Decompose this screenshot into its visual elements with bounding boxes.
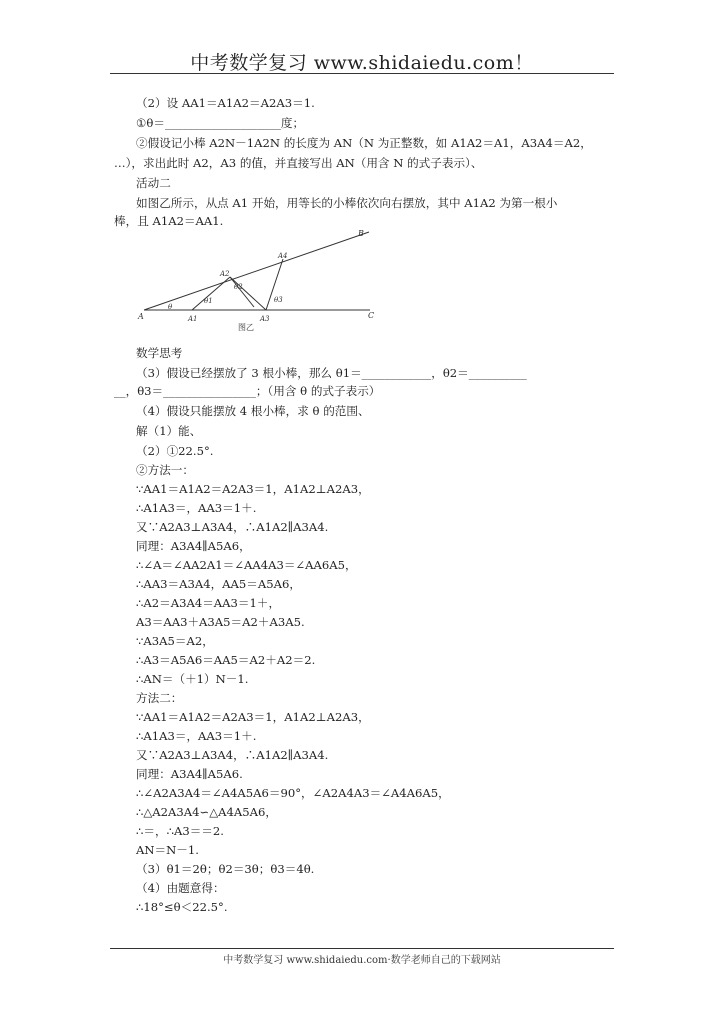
text-line: 棒，且 A1A2＝AA1.	[114, 214, 224, 228]
text-line: 又∵A2A3⊥A3A4，∴A1A2∥A3A4.	[136, 520, 329, 534]
text-line: （4）由题意得：	[136, 881, 225, 895]
text-line: ∴A3＝A5A6＝AA5＝A2＋A2＝2.	[136, 653, 316, 667]
text-line: ∴A2＝A3A4＝AA3＝1＋，	[136, 596, 281, 610]
text-line: 又∵A2A3⊥A3A4，∴A1A2∥A3A4.	[136, 748, 329, 762]
text-line: A3＝AA3＋A3A5＝A2＋A3A5.	[136, 615, 305, 629]
text-line: ∴∠A＝∠AA2A1＝∠AA4A3＝∠AA6A5，	[136, 558, 357, 572]
text-line: 同理：A3A4∥A5A6，	[136, 539, 251, 553]
text-line: （2）设 AA1＝A1A2＝A2A3＝1.	[136, 96, 315, 110]
text-line: ∵A3A5＝A2，	[136, 634, 214, 648]
text-line: （3）θ1＝2θ；θ2＝3θ；θ3＝4θ.	[136, 862, 315, 876]
text-line: ∴AA3＝A3A4，AA5＝A5A6，	[136, 577, 301, 591]
label-theta2: θ2	[234, 283, 243, 291]
text-line: ②方法一：	[136, 463, 194, 477]
text-line: AN＝N－1.	[136, 843, 199, 857]
text-line: 数学思考	[136, 346, 183, 360]
text-line: ∵AA1＝A1A2＝A2A3＝1，A1A2⊥A2A3，	[136, 482, 370, 496]
text-line: ∴＝，∴A3＝＝2.	[136, 824, 224, 838]
text-line: …），求出此时 A2，A3 的值，并直接写出 AN（用含 N 的式子表示）、	[114, 156, 483, 170]
label-theta3: θ3	[274, 296, 283, 304]
text-line: 活动二	[136, 176, 171, 190]
label-theta1: θ1	[204, 297, 213, 305]
label-a2: A2	[220, 270, 230, 278]
label-a4: A4	[278, 252, 288, 260]
text-line: ①θ＝____________________度；	[136, 116, 305, 130]
text-line: ∴A1A3＝，AA3＝1＋.	[136, 501, 257, 515]
page-header-title: 中考数学复习 www.shidaiedu.com！	[190, 52, 534, 74]
text-line: （3）假设已经摆放了 3 根小棒，那么 θ1＝____________，θ2＝__________	[136, 366, 527, 380]
text-line: （2）①22.5°.	[136, 444, 214, 458]
segment-a2a3	[230, 277, 266, 310]
figure-caption: 图乙	[238, 323, 254, 332]
text-line: 如图乙所示，从点 A1 开始，用等长的小棒依次向右摆放，其中 A1A2 为第一根小	[136, 196, 558, 210]
label-a3: A3	[260, 315, 270, 323]
label-b: B	[358, 229, 364, 238]
page-footer-text: 中考数学复习 www.shidaiedu.com·数学老师自己的下载网站	[223, 955, 501, 966]
text-line: ∴∠A2A3A4＝∠A4A5A6＝90°，∠A2A4A3＝∠A4A6A5，	[136, 786, 450, 800]
text-line: ∴△A2A3A4∽△A4A5A6，	[136, 805, 278, 819]
text-line: 同理：A3A4∥A5A6.	[136, 767, 243, 781]
text-line: ∴A1A3＝，AA3＝1＋.	[136, 729, 257, 743]
text-line: ∴AN＝（＋1）N－1.	[136, 672, 249, 686]
label-a: A	[138, 312, 144, 321]
ray-ab	[144, 232, 369, 310]
text-line: __，θ3＝________________；（用含 θ 的式子表示）	[114, 384, 381, 398]
text-line: 解（1）能、	[136, 424, 202, 438]
text-line: ∵AA1＝A1A2＝A2A3＝1，A1A2⊥A2A3，	[136, 710, 370, 724]
text-line: （4）假设只能摆放 4 根小棒，求 θ 的范围、	[136, 404, 370, 418]
label-c: C	[368, 311, 375, 320]
segment-a2-perp	[230, 277, 254, 307]
label-theta: θ	[168, 303, 173, 311]
segment-a1a2	[192, 277, 230, 310]
text-line: ②假设记小棒 A2N－1A2N 的长度为 AN（N 为正整数，如 A1A2＝A1，A3A4＝A2，	[136, 136, 592, 150]
text-line: 方法二：	[136, 691, 183, 705]
label-a1: A1	[188, 315, 198, 323]
figure-yi	[136, 226, 386, 336]
footer-divider	[110, 948, 614, 949]
header-divider	[110, 73, 614, 74]
text-line: ∴18°≤θ＜22.5°.	[136, 900, 228, 914]
